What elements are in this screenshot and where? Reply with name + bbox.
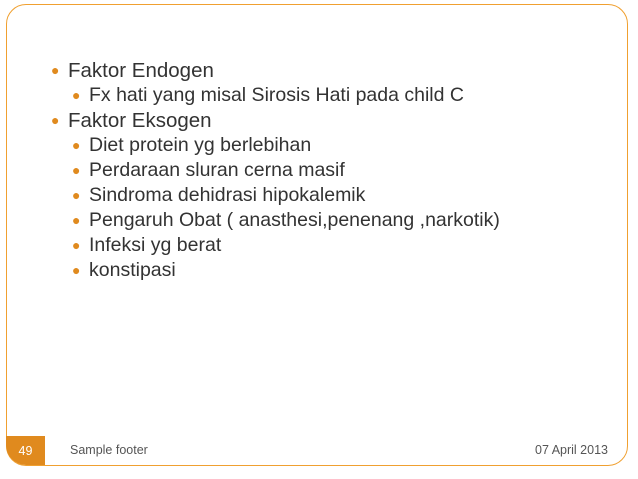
list-item — [48, 208, 618, 233]
list-item-text: Fx hati yang misal Sirosis Hati pada child C — [89, 84, 464, 106]
list-item-text: Faktor Endogen — [68, 59, 214, 82]
bullet-icon: ● — [72, 187, 81, 203]
bullet-icon: ● — [72, 212, 81, 228]
list-item-text: Infeksi yg berat — [89, 234, 222, 256]
list-item — [48, 58, 618, 83]
bullet-icon: ● — [72, 237, 81, 253]
slide-number-badge: 49 — [6, 436, 45, 465]
list-item — [48, 258, 618, 283]
bullet-icon: ● — [72, 137, 81, 153]
list-item — [48, 158, 618, 183]
footer-date: 07 April 2013 — [535, 443, 608, 457]
list-item-text: Diet protein yg berlebihan — [89, 134, 312, 156]
list-item-text: Sindroma dehidrasi hipokalemik — [89, 184, 366, 206]
list-item-text: Faktor Eksogen — [68, 109, 212, 132]
list-item-text: Pengaruh Obat ( anasthesi,penenang ,narkotik) — [89, 209, 500, 231]
list-item-text: konstipasi — [89, 259, 176, 281]
bullet-icon: ● — [51, 112, 60, 128]
list-item — [48, 233, 618, 258]
bullet-list — [48, 58, 618, 283]
bullet-icon: ● — [72, 262, 81, 278]
list-item — [48, 108, 618, 133]
bullet-icon: ● — [72, 87, 81, 103]
bullet-icon: ● — [51, 62, 60, 78]
list-item-text: Perdaraan sluran cerna masif — [89, 159, 345, 181]
list-item — [48, 83, 618, 108]
footer-text: Sample footer — [70, 443, 148, 457]
bullet-icon: ● — [72, 162, 81, 178]
list-item — [48, 183, 618, 208]
list-item — [48, 133, 618, 158]
